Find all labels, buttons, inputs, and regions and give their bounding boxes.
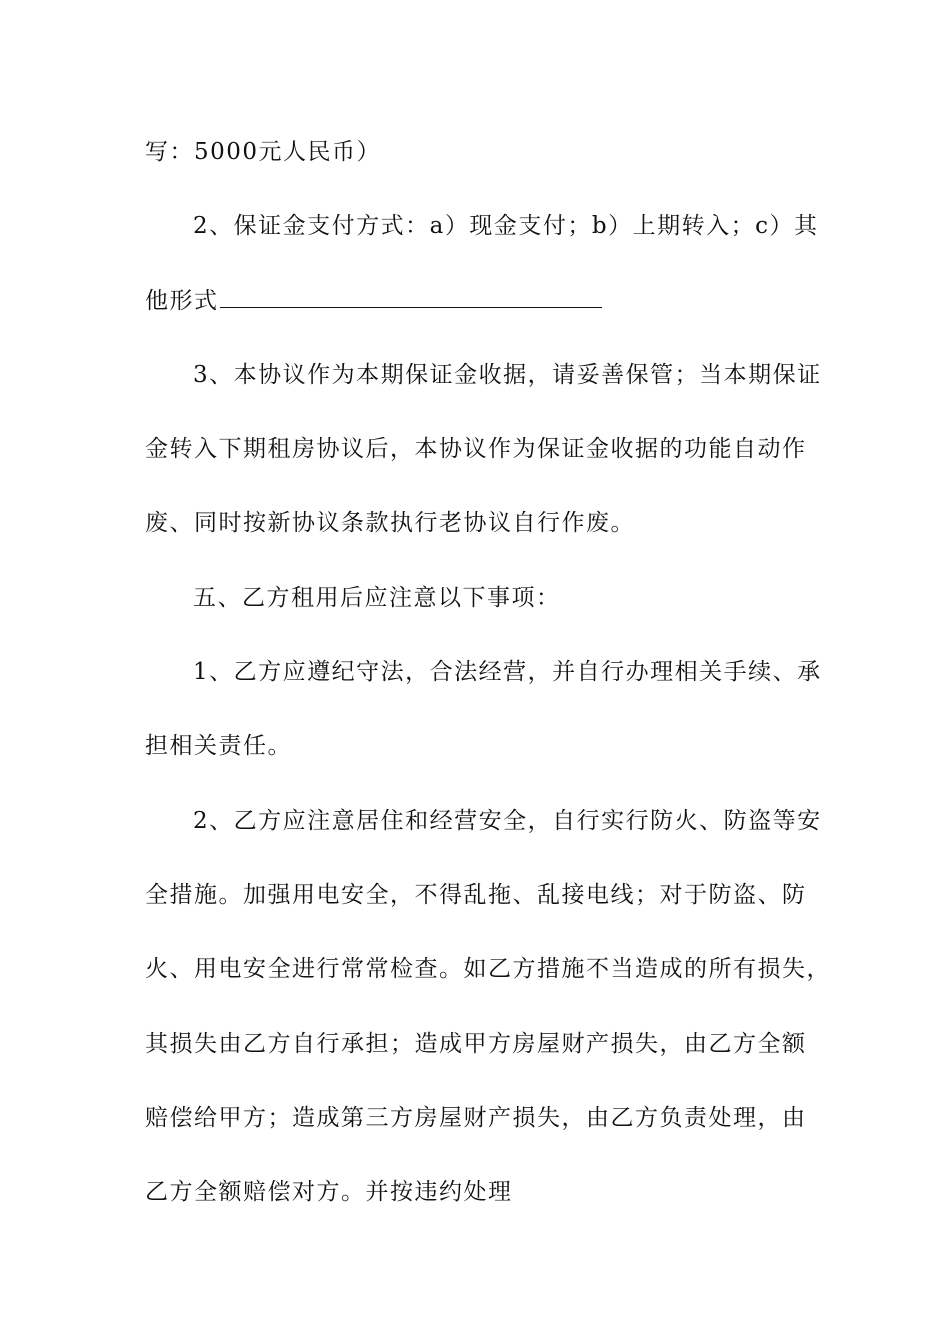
paragraph-line: 1、乙方应遵纪守法，合法经营，并自行办理相关手续、承 — [193, 659, 822, 685]
section-heading: 五、乙方租用后应注意以下事项： — [193, 585, 561, 611]
text-line: 废、同时按新协议条款执行老协议自行作废。 — [145, 510, 635, 536]
text-line: 赔偿给甲方；造成第三方房屋财产损失，由乙方负责处理，由 — [145, 1105, 807, 1131]
text-line: 担相关责任。 — [145, 733, 292, 759]
text-line: 乙方全额赔偿对方。并按违约处理 — [145, 1179, 513, 1205]
fill-in-blank-line — [220, 285, 602, 308]
text-line: 火、用电安全进行常常检查。如乙方措施不当造成的所有损失， — [145, 956, 831, 982]
text-line: 其损失由乙方自行承担；造成甲方房屋财产损失，由乙方全额 — [145, 1031, 807, 1057]
text-segment: 他形式 — [145, 288, 219, 314]
text-line: 写：5000元人民币） — [145, 139, 382, 165]
paragraph-line: 3、本协议作为本期保证金收据，请妥善保管；当本期保证 — [193, 362, 822, 388]
text-line: 全措施。加强用电安全，不得乱拖、乱接电线；对于防盗、防 — [145, 882, 807, 908]
paragraph-line: 2、乙方应注意居住和经营安全，自行实行防火、防盗等安 — [193, 808, 822, 834]
paragraph-line: 2、保证金支付方式：a）现金支付；b）上期转入；c）其 — [193, 213, 819, 239]
text-line-with-blank — [145, 285, 602, 316]
text-line: 金转入下期租房协议后，本协议作为保证金收据的功能自动作 — [145, 436, 807, 462]
